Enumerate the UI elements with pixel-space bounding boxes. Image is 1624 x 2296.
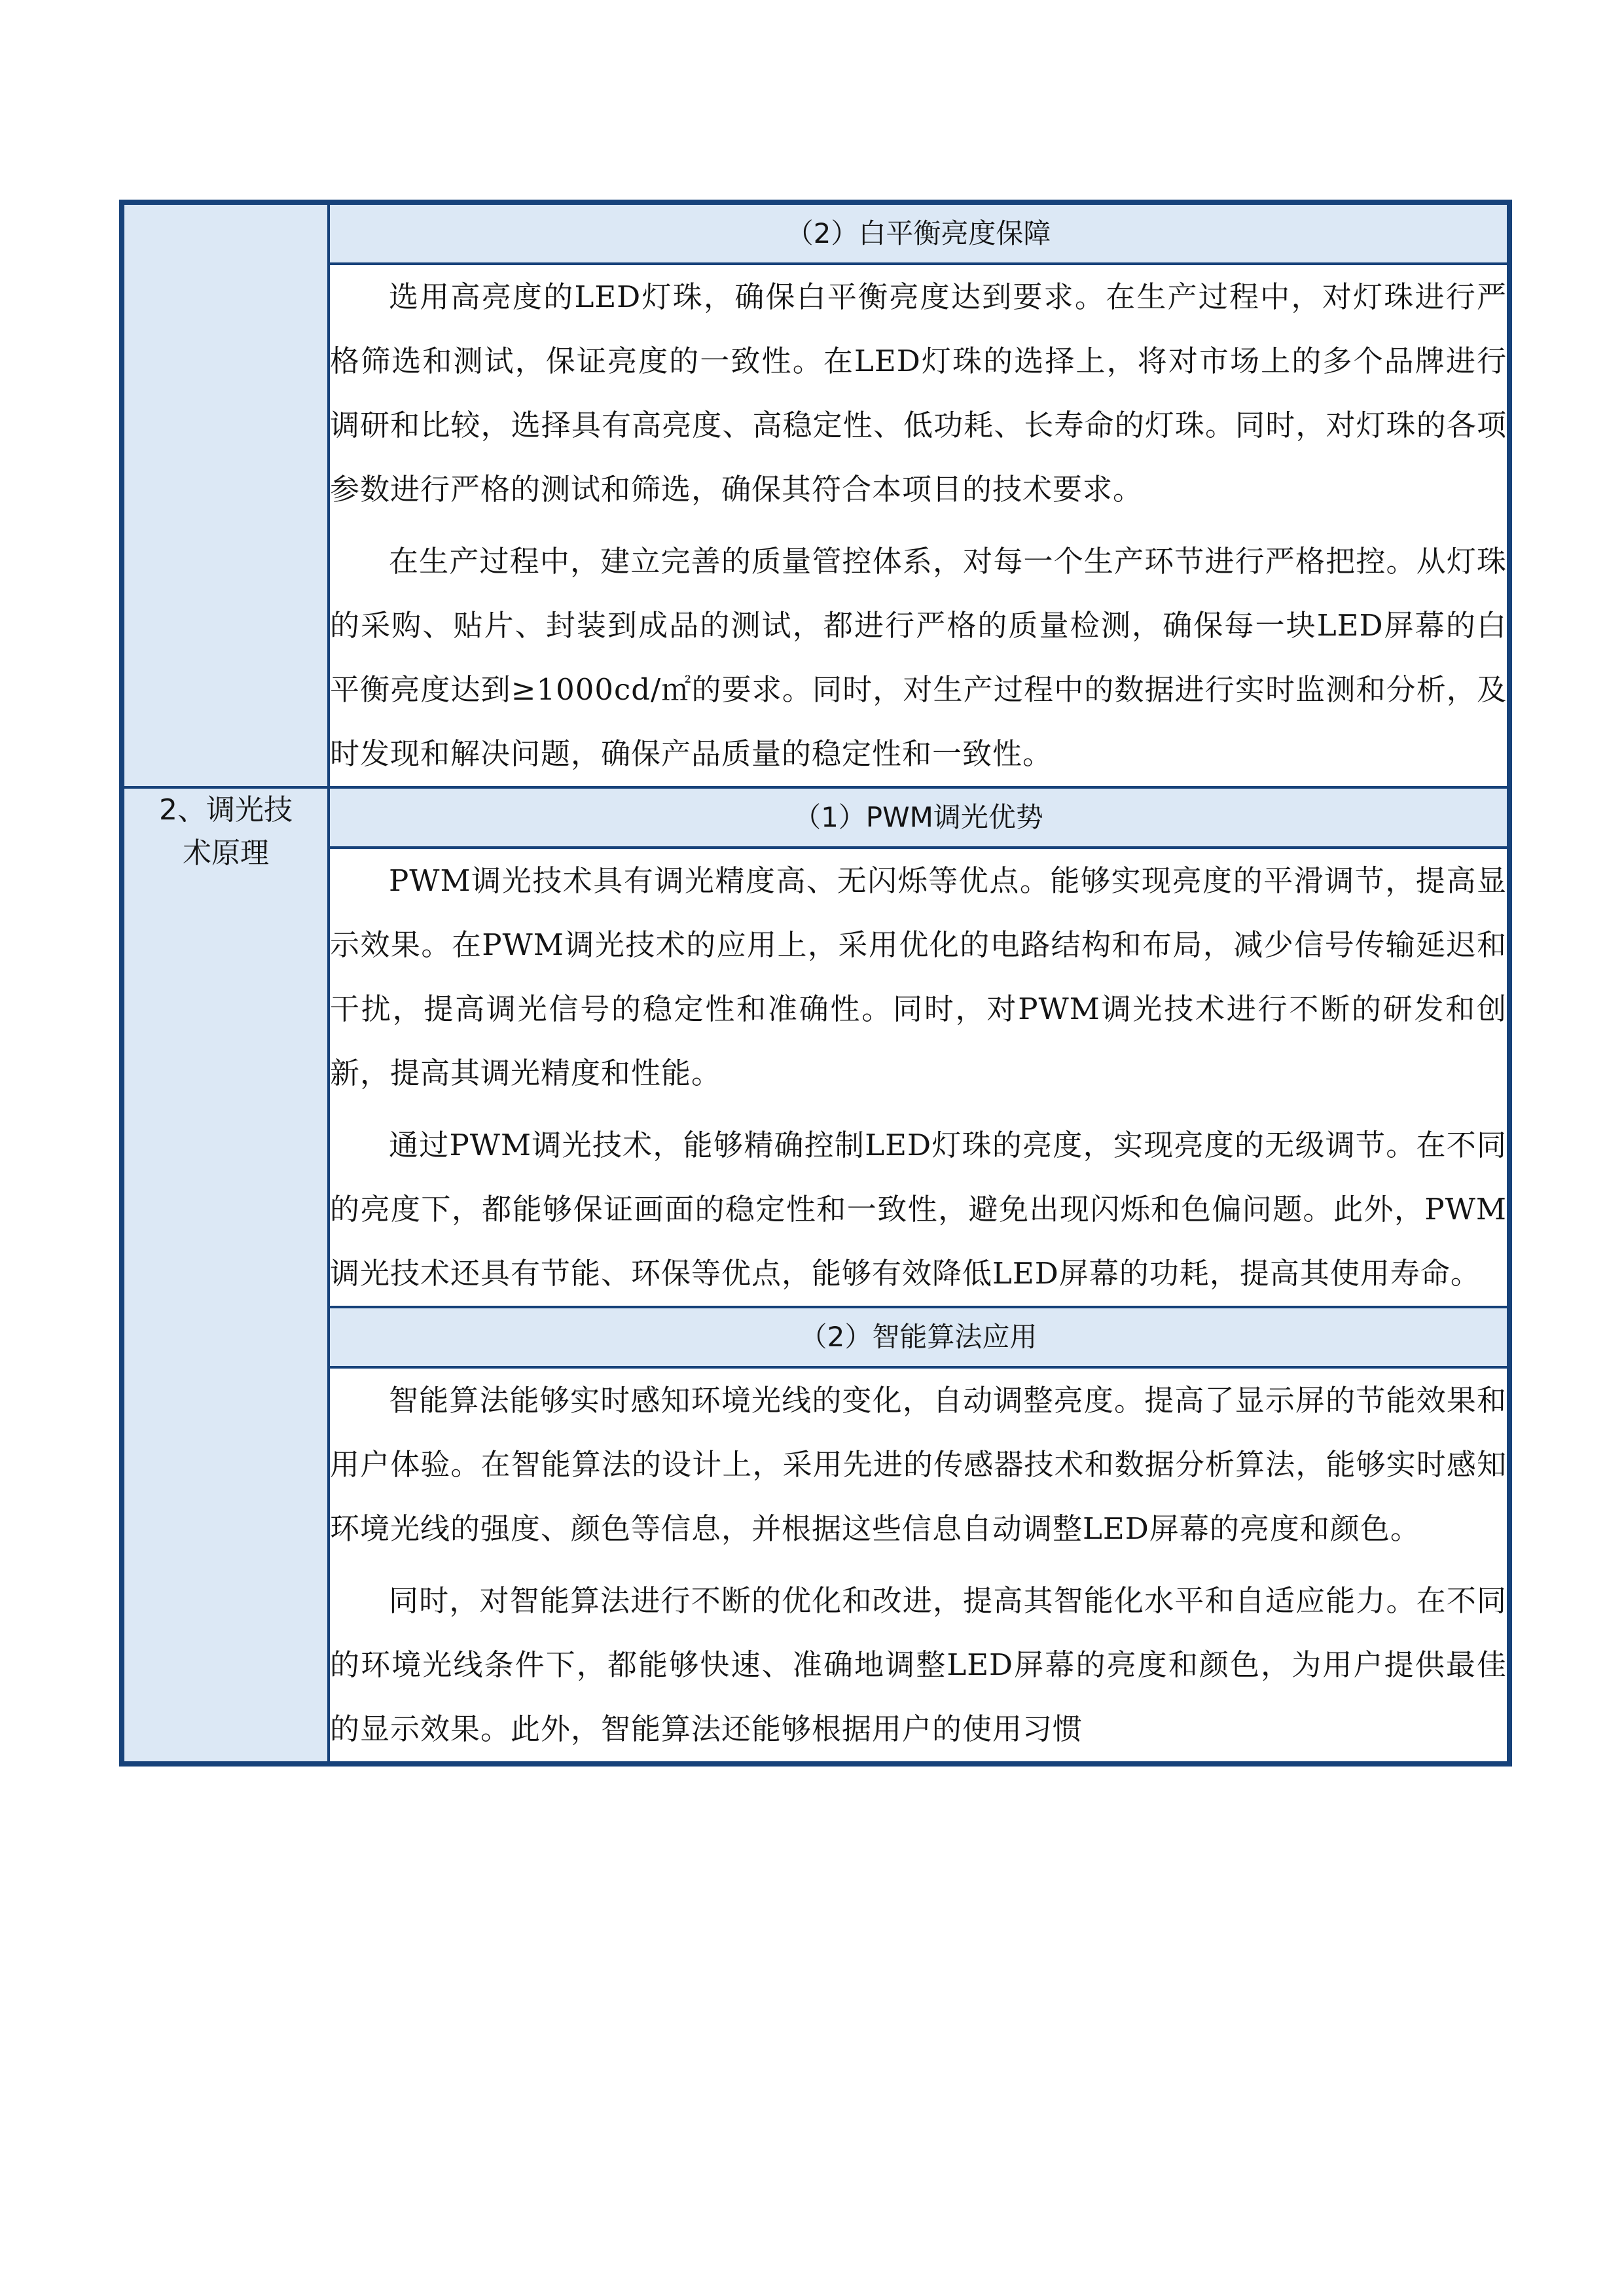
row-white-balance-heading <box>122 202 1509 264</box>
subsection-body-pwm <box>329 848 1509 1307</box>
subsection-heading-pwm: （1）PWM调光优势 <box>329 787 1509 848</box>
row-white-balance-body <box>122 264 1509 787</box>
section-label-cell-empty <box>122 202 329 787</box>
paragraph: PWM调光技术具有调光精度高、无闪烁等优点。能够实现亮度的平滑调节，提高显示效果。在PWM调光技术的应用上，采用优化的电路结构和布局，减少信号传输延迟和干扰，提高调光信号的稳定性和准确性。同时，对PWM调光技术进行不断的研发和创新，提高其调光精度和性能。 <box>330 863 1507 1090</box>
subsection-body-white-balance <box>329 264 1509 787</box>
row-pwm-body <box>122 848 1509 1307</box>
subsection-body-smart-algorithm <box>329 1367 1509 1764</box>
section-label-dimming-principle: 2、调光技术原理 <box>159 793 293 870</box>
row-pwm-heading <box>122 787 1509 848</box>
content-table <box>119 200 1512 1767</box>
subsection-heading-smart-algorithm: （2）智能算法应用 <box>329 1307 1509 1367</box>
subsection-heading-white-balance: （2）白平衡亮度保障 <box>329 202 1509 264</box>
paragraph: 智能算法能够实时感知环境光线的变化，自动调整亮度。提高了显示屏的节能效果和用户体验。在智能算法的设计上，采用先进的传感器技术和数据分析算法，能够实时感知环境光线的强度、颜色等信息，并根据这些信息自动调整LED屏幕的亮度和颜色。 <box>330 1383 1507 1546</box>
row-smart-algorithm-heading <box>122 1307 1509 1367</box>
paragraph: 同时，对智能算法进行不断的优化和改进，提高其智能化水平和自适应能力。在不同的环境光线条件下，都能够快速、准确地调整LED屏幕的亮度和颜色，为用户提供最佳的显示效果。此外，智能算法还能够根据用户的使用习惯 <box>330 1583 1507 1746</box>
paragraph: 选用高亮度的LED灯珠，确保白平衡亮度达到要求。在生产过程中，对灯珠进行严格筛选和测试，保证亮度的一致性。在LED灯珠的选择上，将对市场上的多个品牌进行调研和比较，选择具有高亮度、高稳定性、低功耗、长寿命的灯珠。同时，对灯珠的各项参数进行严格的测试和筛选，确保其符合本项目的技术要求。 <box>330 279 1507 507</box>
paragraph: 在生产过程中，建立完善的质量管控体系，对每一个生产环节进行严格把控。从灯珠的采购、贴片、封装到成品的测试，都进行严格的质量检测，确保每一块LED屏幕的白平衡亮度达到≥1000cd/㎡的要求。同时，对生产过程中的数据进行实时监测和分析，及时发现和解决问题，确保产品质量的稳定性和一致性。 <box>330 544 1507 771</box>
paragraph: 通过PWM调光技术，能够精确控制LED灯珠的亮度，实现亮度的无级调节。在不同的亮度下，都能够保证画面的稳定性和一致性，避免出现闪烁和色偏问题。此外，PWM调光技术还具有节能、环保等优点，能够有效降低LED屏幕的功耗，提高其使用寿命。 <box>330 1128 1507 1291</box>
row-smart-algorithm-body <box>122 1367 1509 1764</box>
section-label-cell-dimming <box>122 787 329 1764</box>
